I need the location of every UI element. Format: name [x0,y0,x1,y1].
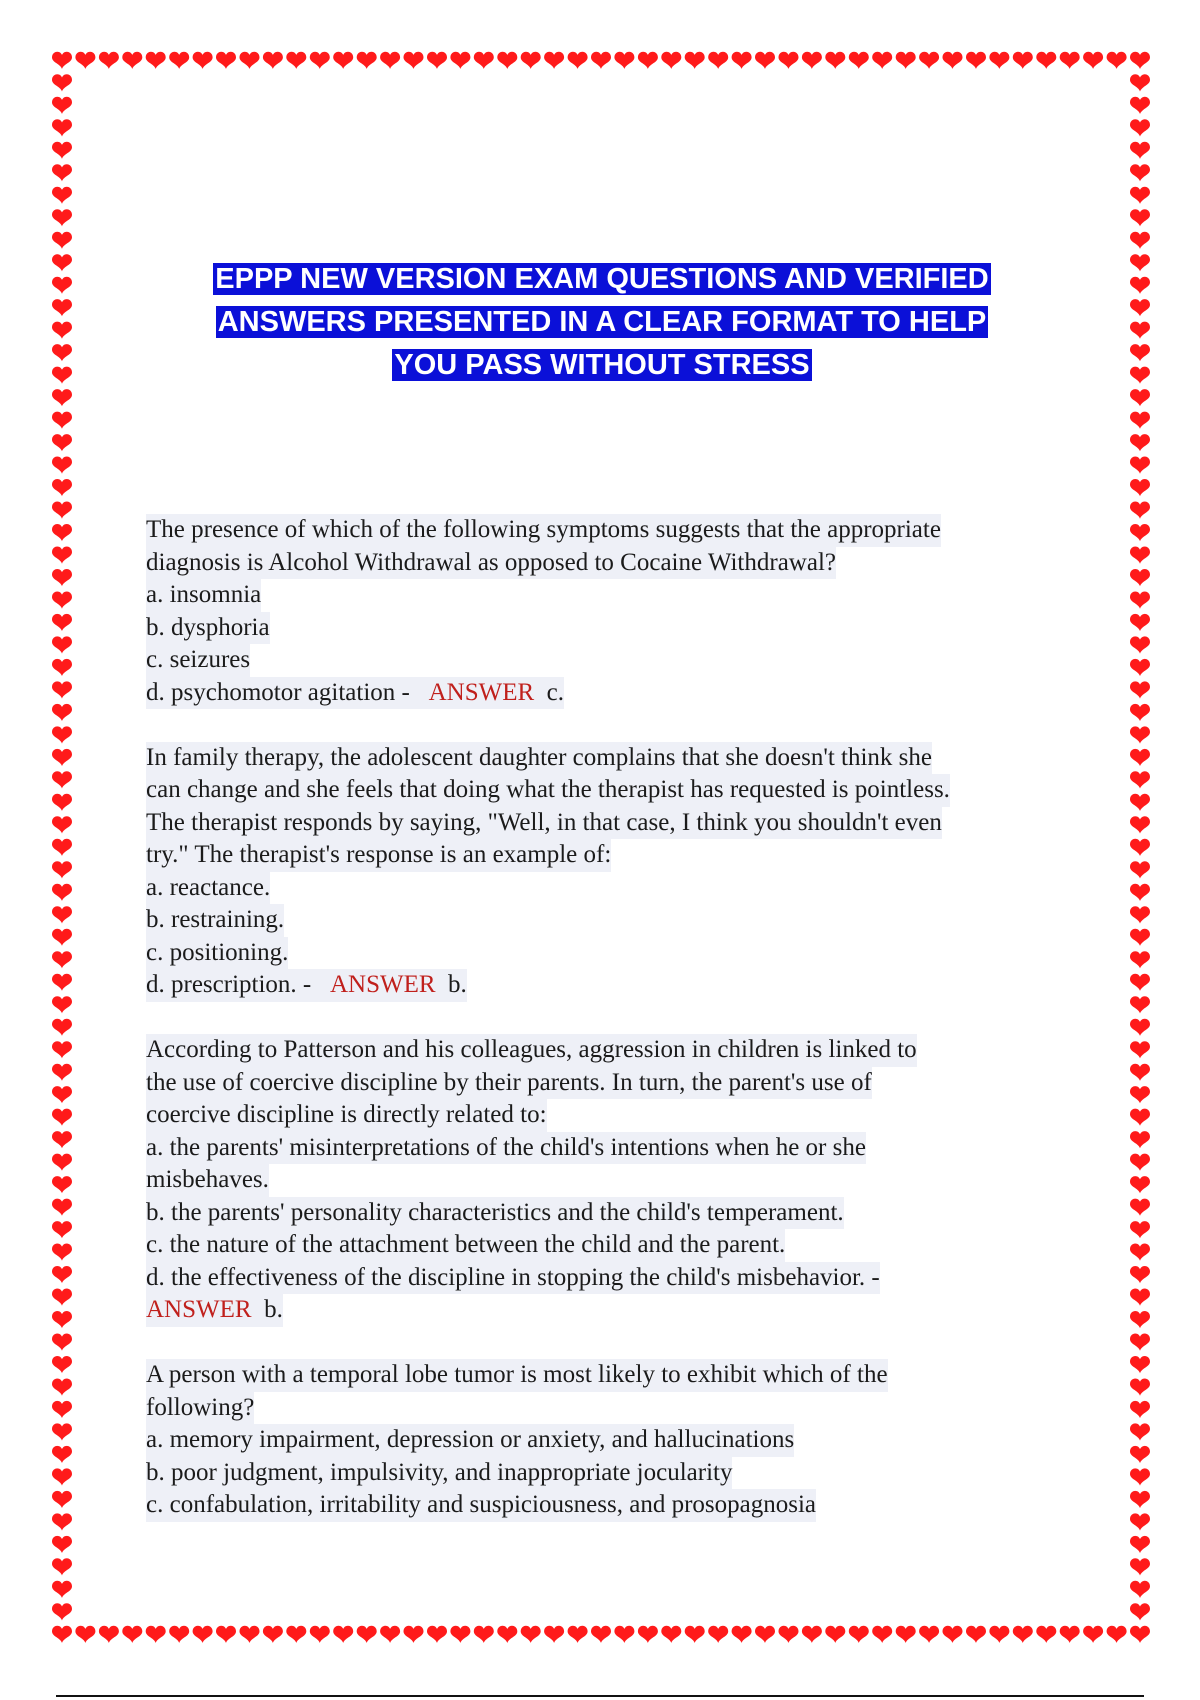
heart-icon [169,52,189,69]
heart-icon [450,52,470,69]
heart-icon [52,322,72,339]
heart-icon [52,1379,72,1396]
heart-icon [52,524,72,541]
heart-icon [1130,277,1150,294]
heart-icon [1130,884,1150,901]
heart-icon [450,1626,470,1643]
heart-icon [52,1446,72,1463]
heart-icon [1130,592,1150,609]
heart-icon [52,1581,72,1598]
heart-icon [310,1626,330,1643]
option-a: a. memory impairment, depression or anxiety, and hallucinations [146,1424,794,1457]
heart-icon [497,1626,517,1643]
heart-icon [52,794,72,811]
heart-icon [52,1064,72,1081]
heart-icon [708,1626,728,1643]
heart-icon [1130,569,1150,586]
title-line [150,258,1054,301]
heart-icon [52,1603,72,1620]
heart-icon [521,52,541,69]
heart-icon [1130,52,1150,69]
heart-icon [872,52,892,69]
heart-icon [474,1626,494,1643]
heart-icon [1130,1064,1150,1081]
heart-icon [638,52,658,69]
heart-icon [1130,839,1150,856]
heart-icon [497,52,517,69]
heart-icon [1130,1199,1150,1216]
heart-icon [779,1626,799,1643]
heart-icon [52,1221,72,1238]
heart-icon [380,52,400,69]
heart-icon [52,906,72,923]
heart-icon [52,726,72,743]
heart-icon [52,1334,72,1351]
heart-icon [1130,1401,1150,1418]
heart-icon [1130,816,1150,833]
heart-icon [802,52,822,69]
question-stem-line: following? [146,1392,254,1425]
questions-list [146,514,1086,1554]
answer-line [146,1294,283,1327]
question-stem-line: The therapist responds by saying, "Well, in that case, I think you shouldn't even [146,807,942,840]
option-c: c. seizures [146,644,250,677]
question-1 [146,514,1086,709]
heart-icon [1130,1244,1150,1261]
question-stem-line: A person with a temporal lobe tumor is most likely to exhibit which of the [146,1359,888,1392]
heart-icon [122,1626,142,1643]
heart-icon [52,614,72,631]
heart-icon [52,142,72,159]
heart-icon [333,52,353,69]
heart-icon [1130,659,1150,676]
heart-icon [52,52,72,69]
title-line-text: ANSWERS PRESENTED IN A CLEAR FORMAT TO HELP [217,306,987,338]
option-a-continued: misbehaves. [146,1164,269,1197]
heart-icon [52,164,72,181]
heart-icon [1130,164,1150,181]
heart-icon [685,1626,705,1643]
heart-icon [52,1019,72,1036]
heart-icon [1130,524,1150,541]
heart-icon [755,52,775,69]
heart-icon [146,1626,166,1643]
heart-icon [825,52,845,69]
heart-icon [1130,412,1150,429]
title-line [150,344,1054,387]
heart-icon [591,52,611,69]
heart-icon [52,389,72,406]
heart-icon [872,1626,892,1643]
heart-icon [1130,479,1150,496]
question-stem-line: diagnosis is Alcohol Withdrawal as opposed to Cocaine Withdrawal? [146,547,836,580]
heart-icon [661,52,681,69]
heart-icon [1130,1266,1150,1283]
heart-icon [357,52,377,69]
heart-icon [1130,1468,1150,1485]
heart-icon [1130,704,1150,721]
heart-icon [1130,1334,1150,1351]
question-stem-line: can change and she feels that doing what the therapist has requested is pointless. [146,774,950,807]
heart-icon [1036,1626,1056,1643]
heart-icon [52,1626,72,1643]
option-c: c. positioning. [146,937,288,970]
heart-icon [521,1626,541,1643]
heart-icon [732,1626,752,1643]
heart-icon [1130,614,1150,631]
heart-icon [52,816,72,833]
heart-icon [52,996,72,1013]
heart-icon [1130,726,1150,743]
heart-icon [52,1176,72,1193]
heart-icon [52,884,72,901]
answer-value: b. [448,971,467,998]
heart-icon [52,367,72,384]
heart-icon [1130,1491,1150,1508]
heart-icon [1130,929,1150,946]
heart-icon [1107,52,1127,69]
heart-icon [52,951,72,968]
heart-icon [661,1626,681,1643]
question-stem-line: the use of coercive discipline by their parents. In turn, the parent's use of [146,1067,872,1100]
heart-icon [849,52,869,69]
heart-icon [1130,502,1150,519]
heart-icon [802,1626,822,1643]
option-a: a. reactance. [146,872,270,905]
heart-icon [52,1266,72,1283]
heart-icon [966,52,986,69]
heart-icon [52,187,72,204]
option-d-with-answer [146,969,467,1002]
heart-icon [52,1311,72,1328]
heart-icon [263,52,283,69]
heart-icon [52,1356,72,1373]
heart-icon [544,52,564,69]
heart-icon [52,1154,72,1171]
heart-icon [1130,1626,1150,1643]
heart-icon [240,52,260,69]
heart-icon [1060,1626,1080,1643]
heart-icon [568,1626,588,1643]
heart-icon [52,209,72,226]
heart-icon [919,1626,939,1643]
heart-icon [75,1626,95,1643]
heart-icon [52,1423,72,1440]
heart-icon [1130,1154,1150,1171]
heart-icon [52,592,72,609]
heart-icon [1130,996,1150,1013]
heart-icon [1130,1446,1150,1463]
heart-icon [1130,344,1150,361]
heart-icon [1130,636,1150,653]
heart-icon [1130,951,1150,968]
heart-icon [52,502,72,519]
heart-icon [943,52,963,69]
heart-icon [193,52,213,69]
heart-icon [99,1626,119,1643]
heart-icon [1130,1176,1150,1193]
heart-icon [1130,457,1150,474]
question-3 [146,1034,1086,1327]
heart-icon [1130,254,1150,271]
heart-icon [1130,367,1150,384]
heart-icon [1130,119,1150,136]
heart-icon [122,52,142,69]
heart-icon [638,1626,658,1643]
heart-icon [919,52,939,69]
heart-icon [1130,74,1150,91]
heart-icon [1130,1289,1150,1306]
question-stem-line: try." The therapist's response is an example of: [146,839,611,872]
question-stem-line: coercive discipline is directly related to: [146,1099,547,1132]
heart-icon [52,1536,72,1553]
heart-icon [708,52,728,69]
heart-icon [1130,232,1150,249]
heart-icon [544,1626,564,1643]
heart-icon [52,1109,72,1126]
heart-icon [52,1244,72,1261]
heart-icon [1013,1626,1033,1643]
heart-icon [1130,299,1150,316]
heart-icon [52,1041,72,1058]
heart-icon [1130,547,1150,564]
heart-icon [52,1558,72,1575]
option-b: b. poor judgment, impulsivity, and inappropriate jocularity [146,1457,732,1490]
heart-icon [732,52,752,69]
option-a: a. the parents' misinterpretations of the child's intentions when he or she [146,1132,866,1165]
heart-icon [1130,1019,1150,1036]
heart-icon [1130,794,1150,811]
heart-icon [404,52,424,69]
heart-icon [755,1626,775,1643]
heart-icon [1130,1603,1150,1620]
heart-icon [591,1626,611,1643]
heart-icon [1130,974,1150,991]
option-b: b. dysphoria [146,612,270,645]
heart-icon [333,1626,353,1643]
heart-icon [1130,1581,1150,1598]
heart-icon [568,52,588,69]
heart-icon [52,1468,72,1485]
heart-icon [216,1626,236,1643]
heart-icon [1130,681,1150,698]
question-stem-line: According to Patterson and his colleagues, aggression in children is linked to [146,1034,917,1067]
question-stem-line: In family therapy, the adolescent daughter complains that she doesn't think she [146,742,932,775]
heart-icon [1130,861,1150,878]
title-line-text: YOU PASS WITHOUT STRESS [394,349,810,381]
heart-icon [1130,209,1150,226]
heart-icon [1083,1626,1103,1643]
heart-icon [52,636,72,653]
answer-label: ANSWER [146,1296,252,1323]
heart-icon [52,1491,72,1508]
heart-icon [1130,322,1150,339]
heart-icon [169,1626,189,1643]
heart-icon [52,704,72,721]
answer-label: ANSWER [428,678,535,706]
answer-value: c. [546,678,565,706]
heart-icon [1107,1626,1127,1643]
answer-label: ANSWER [329,971,436,998]
heart-icon [52,277,72,294]
heart-icon [1130,1131,1150,1148]
heart-icon [52,434,72,451]
heart-icon [52,97,72,114]
heart-icon [52,659,72,676]
heart-icon [614,1626,634,1643]
heart-icon [52,547,72,564]
option-d: d. psychomotor agitation - [146,678,410,706]
heart-icon [52,1401,72,1418]
heart-icon [1130,906,1150,923]
heart-icon [52,299,72,316]
heart-icon [1060,52,1080,69]
heart-icon [1130,1558,1150,1575]
question-2 [146,742,1086,1002]
heart-icon [52,771,72,788]
heart-icon [75,52,95,69]
heart-icon [825,1626,845,1643]
heart-icon [286,52,306,69]
page-footer-rule [56,1695,1144,1697]
heart-icon [357,1626,377,1643]
heart-icon [1130,771,1150,788]
heart-icon [685,52,705,69]
heart-icon [1130,434,1150,451]
heart-icon [52,1289,72,1306]
heart-icon [52,232,72,249]
heart-icon [52,457,72,474]
heart-icon [263,1626,283,1643]
heart-icon [779,52,799,69]
option-b: b. restraining. [146,904,284,937]
heart-icon [52,344,72,361]
heart-icon [380,1626,400,1643]
option-c: c. confabulation, irritability and suspiciousness, and prosopagnosia [146,1489,816,1522]
heart-icon [1130,97,1150,114]
heart-icon [1130,1356,1150,1373]
heart-icon [989,1626,1009,1643]
heart-icon [52,1513,72,1530]
heart-icon [146,52,166,69]
heart-icon [427,52,447,69]
heart-icon [1130,1041,1150,1058]
heart-icon [99,52,119,69]
heart-icon [614,52,634,69]
heart-icon [1130,1513,1150,1530]
heart-icon [1130,1536,1150,1553]
heart-icon [1130,187,1150,204]
heart-icon [193,1626,213,1643]
heart-icon [52,569,72,586]
title-line-text: EPPP NEW VERSION EXAM QUESTIONS AND VERIFIED [215,263,989,295]
heart-icon [849,1626,869,1643]
answer-value: b. [264,1296,283,1323]
heart-icon [52,119,72,136]
heart-icon [52,412,72,429]
heart-icon [52,974,72,991]
question-stem-line: The presence of which of the following symptoms suggests that the appropriate [146,514,941,547]
heart-icon [52,749,72,766]
heart-icon [427,1626,447,1643]
heart-icon [52,74,72,91]
heart-icon [1130,389,1150,406]
heart-icon [240,1626,260,1643]
heart-icon [896,52,916,69]
question-4 [146,1359,1086,1522]
option-b: b. the parents' personality characteristics and the child's temperament. [146,1197,844,1230]
document-title [150,258,1054,387]
option-d-with-answer [146,677,564,710]
option-a: a. insomnia [146,579,261,612]
heart-icon [286,1626,306,1643]
heart-icon [966,1626,986,1643]
heart-icon [1130,1221,1150,1238]
heart-icon [1130,1086,1150,1103]
heart-icon [52,861,72,878]
heart-icon [1130,1109,1150,1126]
heart-icon [310,52,330,69]
heart-icon [52,479,72,496]
heart-icon [1130,1379,1150,1396]
heart-icon [943,1626,963,1643]
heart-icon [1130,142,1150,159]
option-c: c. the nature of the attachment between the child and the parent. [146,1229,785,1262]
heart-icon [52,1199,72,1216]
option-d: d. prescription. - [146,971,312,998]
heart-icon [1130,749,1150,766]
heart-icon [1130,1311,1150,1328]
title-line [150,301,1054,344]
heart-icon [52,1086,72,1103]
heart-icon [1013,52,1033,69]
heart-icon [52,681,72,698]
heart-icon [1083,52,1103,69]
option-d: d. the effectiveness of the discipline in stopping the child's misbehavior. - [146,1262,880,1295]
heart-icon [1036,52,1056,69]
heart-icon [52,929,72,946]
heart-icon [474,52,494,69]
heart-icon [989,52,1009,69]
heart-icon [404,1626,424,1643]
heart-icon [52,1131,72,1148]
heart-icon [52,254,72,271]
heart-icon [216,52,236,69]
heart-icon [896,1626,916,1643]
heart-icon [52,839,72,856]
heart-icon [1130,1423,1150,1440]
